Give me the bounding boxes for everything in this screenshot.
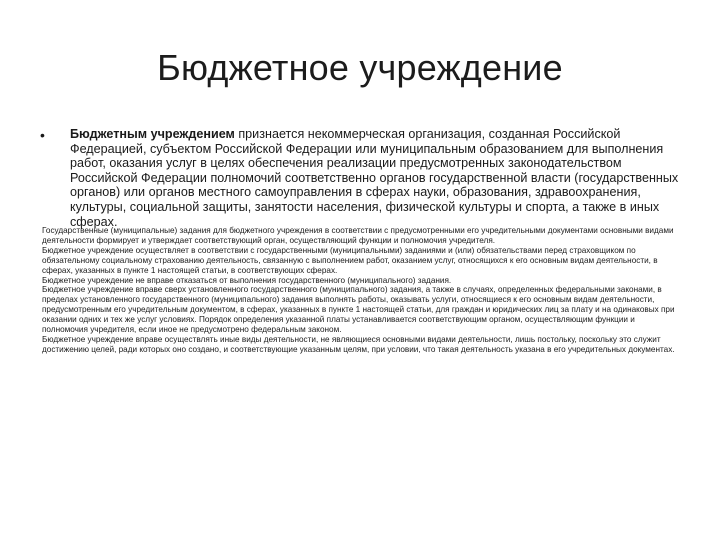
detail-paragraphs — [42, 226, 682, 355]
bullet-marker: • — [40, 127, 45, 143]
detail-paragraph: Государственные (муниципальные) задания для бюджетного учреждения в соответствии с предусмотренными его учредительными документами основными видами деятельности формирует и утверждает соответствующий орган, осуществляющий функции и полномочия учредителя. — [42, 226, 674, 245]
detail-paragraph: Бюджетное учреждение вправе сверх установленного государственного (муниципального) задания, а также в случаях, определенных федеральными законами, в пределах установленного государственного (муниципального) задания выполнять работы, оказывать услуги, относящиеся к его основным видам деятельности, предусмотренным его учредительным документом, в сферах, указанных в пункте 1 настоящей статьи, для граждан и юридических лиц за плату и на одинаковых при оказании одних и тех же услуг условиях. Порядок определения указанной платы устанавливается соответствующим органом, осуществляющим функции и полномочия учредителя, если иное не предусмотрено федеральным законом. — [42, 285, 675, 335]
detail-paragraph: Бюджетное учреждение не вправе отказаться от выполнения государственного (муниципального) задания. — [42, 275, 452, 285]
slide-title: Бюджетное учреждение — [157, 47, 563, 88]
bullet-text — [70, 127, 690, 229]
detail-paragraph: Бюджетное учреждение вправе осуществлять иные виды деятельности, не являющиеся основными видами деятельности, лишь постольку, поскольку это служит достижению целей, ради которых оно создано, и соответствующие указанным целям, при условии, что такая деятельность указана в его учредительных документах. — [42, 334, 675, 354]
bullet-item — [40, 127, 690, 229]
bullet-body: признается некоммерческая организация, созданная Российской Федерацией, субъектом Российской Федерации или муниципальным образованием для выполнения работ, оказания услуг в целях обеспечения реализации предусмотренных законодательством Российской Федерации полномочий соответственно органов государственной власти (государственных органов) или органов местного самоуправления в сферах науки, образования, здравоохранения, культуры, социальной защиты, занятости населения, физической культуры и спорта, а также в иных сферах. — [70, 127, 679, 229]
bullet-bold-lead: Бюджетным учреждением — [70, 127, 235, 141]
detail-paragraph: Бюджетное учреждение осуществляет в соответствии с государственными (муниципальными) заданиями и (или) обязательствами перед страховщиком по обязательному социальному страхованию деятельность, связанную с выполнением работ, оказанием услуг, относящихся к его основным видам деятельности, в сферах, указанных в пункте 1 настоящей статьи, в соответствующих сферах. — [42, 245, 658, 275]
